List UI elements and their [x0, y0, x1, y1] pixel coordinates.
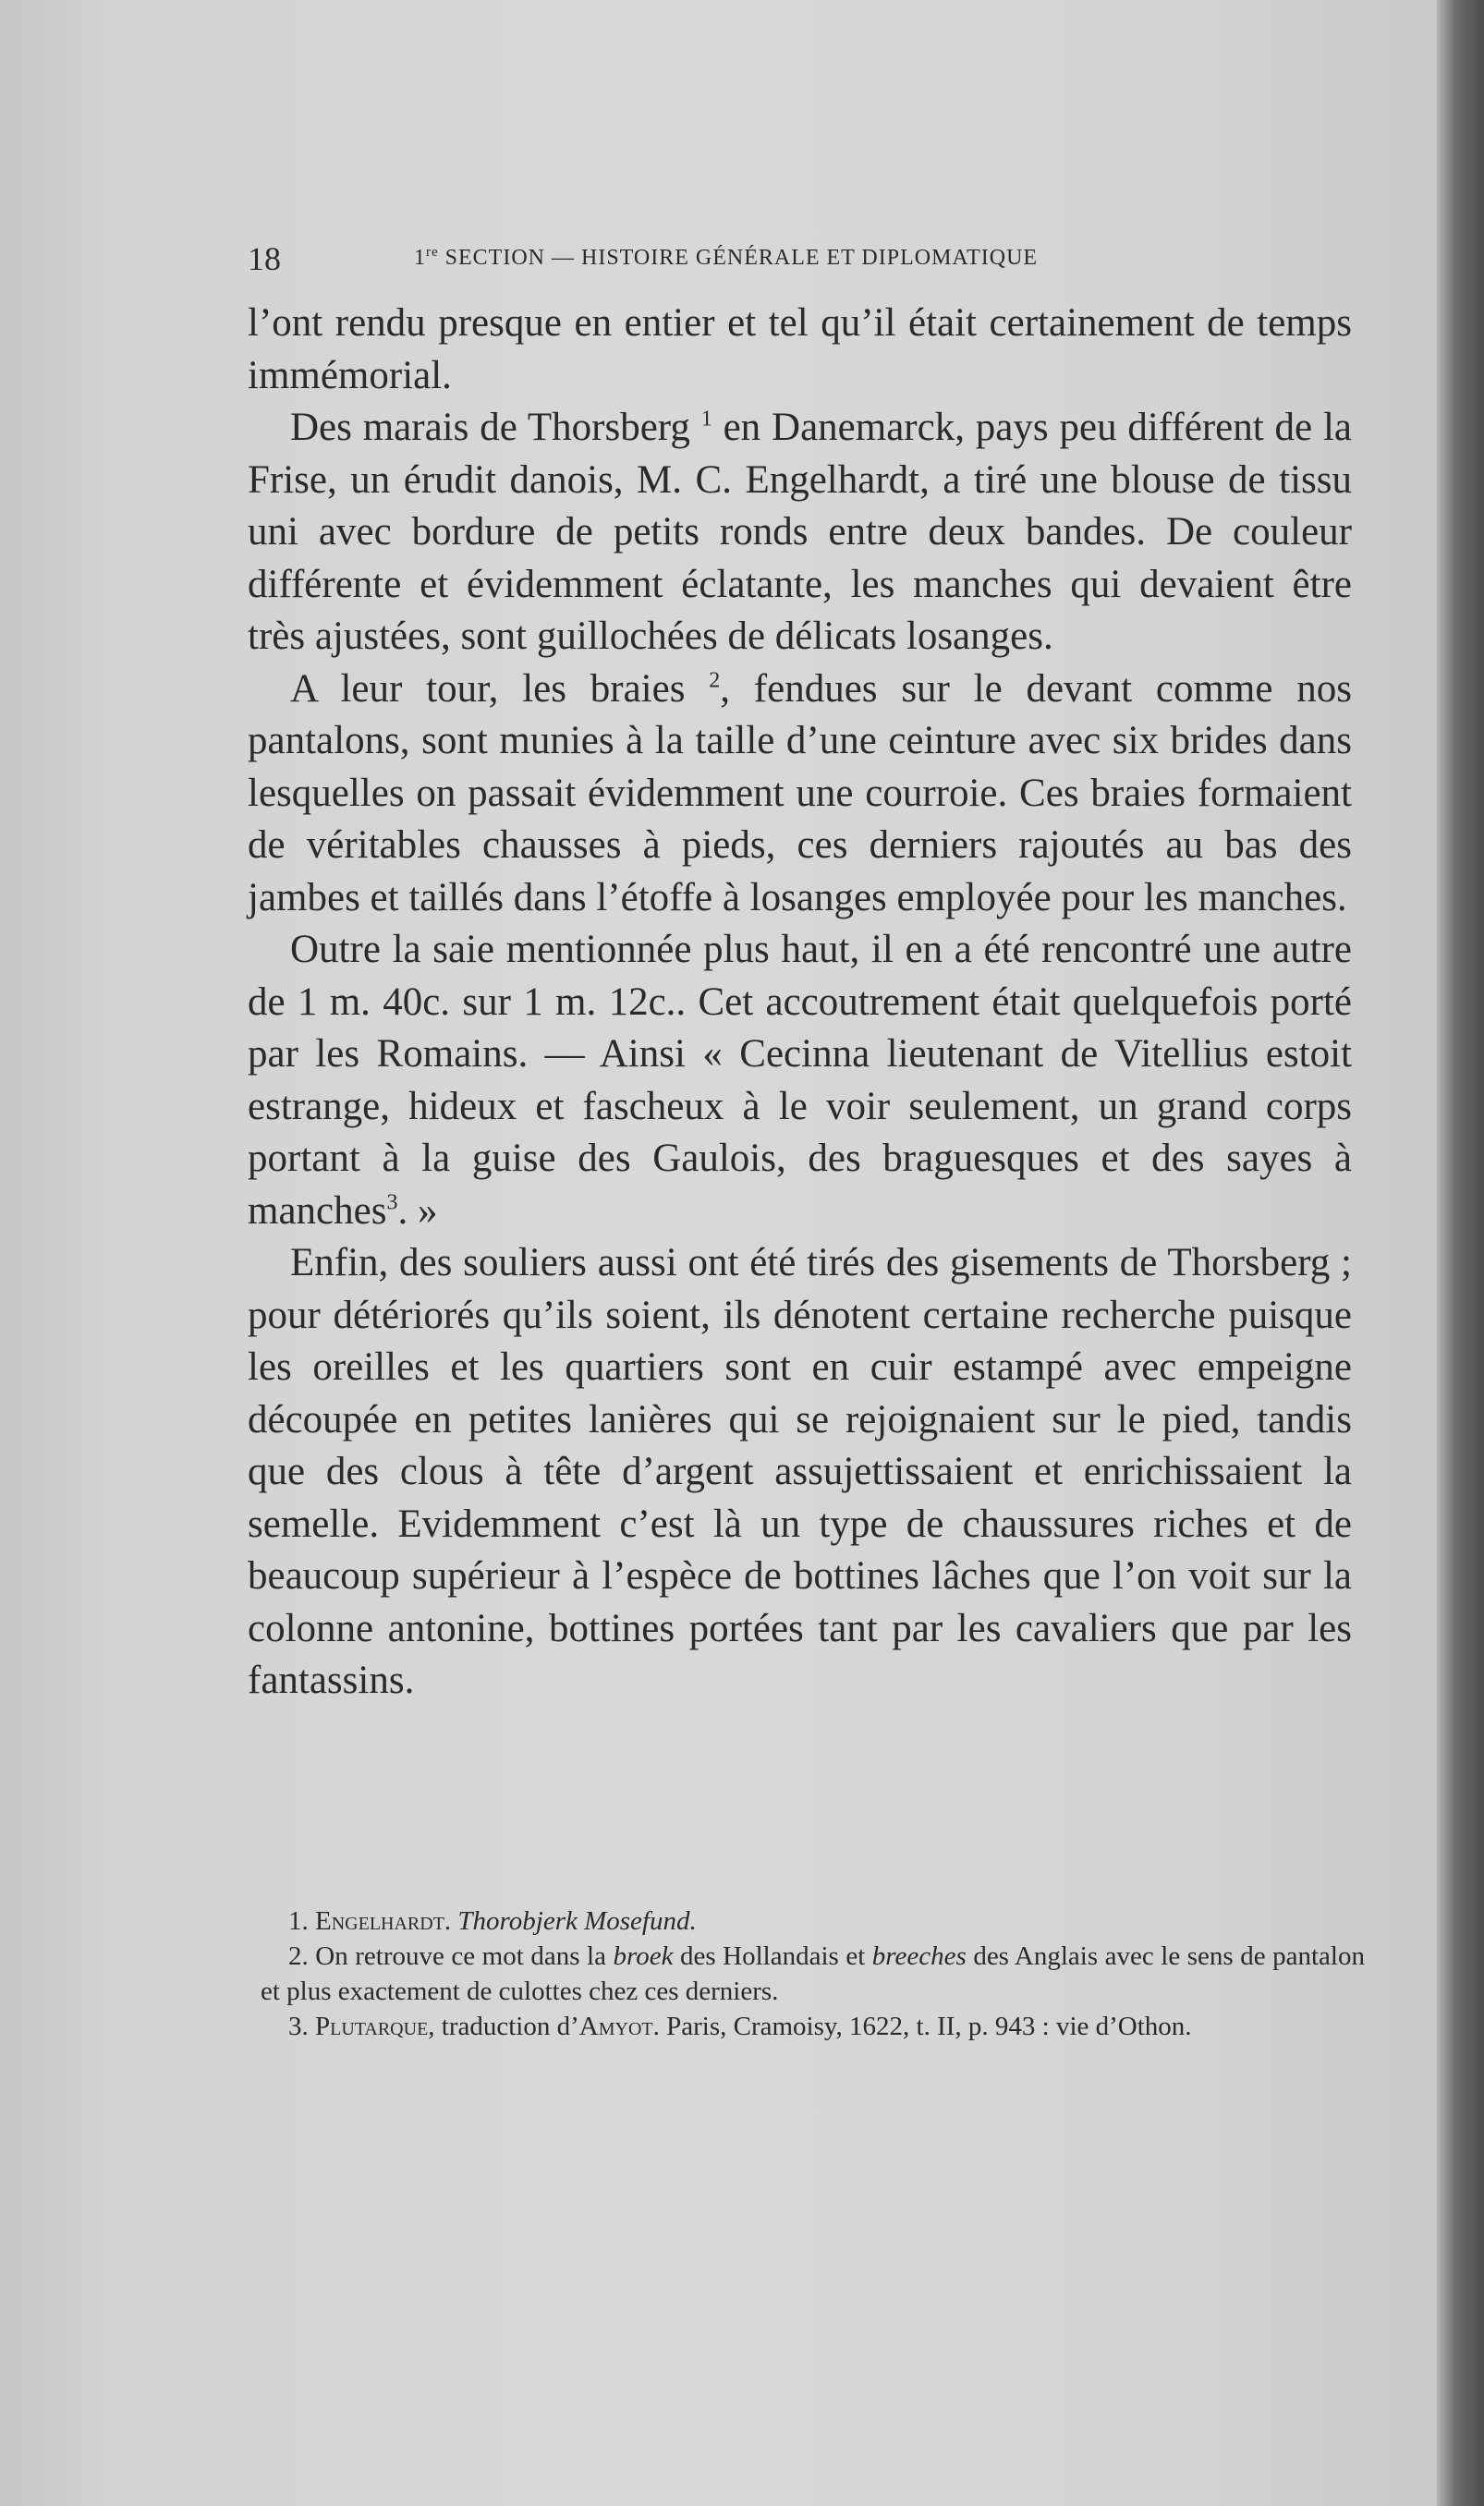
- page-edge-shadow: [1437, 0, 1484, 2506]
- section-ordinal: 1: [414, 246, 426, 270]
- footnote-3-text-a: , traduction d’: [428, 2012, 579, 2041]
- footnote-1-author: Engelhardt.: [315, 1906, 452, 1936]
- footnote-1-number: 1.: [288, 1906, 315, 1936]
- footnote-ref-1[interactable]: 1: [700, 407, 712, 432]
- footnote-2-word-broek: broek: [613, 1941, 674, 1971]
- footnote-2-text-b: des Hollandais et: [673, 1941, 872, 1971]
- section-ordinal-suffix: re: [426, 245, 439, 260]
- paragraph-2-text-b: en Danemarck, pays peu différent de la Frise, un érudit danois, M. C. Engelhardt, a tiré une blouse de tissu uni avec bordure de petits ronds entre deux bandes. De couleur différente et évidemment éclatante, les manches qui devaient être très ajustées, sont guillochées de délicats losanges.: [248, 406, 1353, 658]
- footnote-3-author: Plutarque: [315, 2012, 429, 2041]
- paragraph-2: [248, 402, 1352, 663]
- page-header: [248, 236, 1190, 282]
- paragraph-4-text-b: . »: [397, 1188, 438, 1233]
- footnote-2-word-breeches: breeches: [871, 1941, 967, 1971]
- footnote-1-title: Thorobjerk Mosefund.: [457, 1906, 697, 1936]
- footnote-3-text-b: . Paris, Cramoisy, 1622, t. II, p. 943 : vie d’Othon.: [652, 2012, 1192, 2041]
- footnote-ref-2[interactable]: 2: [709, 668, 721, 693]
- paragraph-2-text-a: Des marais de Thorsberg: [290, 406, 690, 449]
- paragraph-4: [248, 924, 1352, 1237]
- footnote-2-text-c: des Anglais avec le sens de pantalon et plus exactement de culottes chez ces derniers.: [261, 1941, 1365, 2006]
- footnote-3-number: 3.: [288, 2012, 315, 2041]
- paragraph-1: l’ont rendu presque en entier et tel qu’il était certainement de temps immémorial.: [248, 301, 1352, 397]
- page-number: 18: [248, 240, 281, 277]
- section-title: SECTION — HISTOIRE GÉNÉRALE ET DIPLOMATIQUE: [444, 246, 1039, 270]
- footnotes: [261, 1904, 1365, 2044]
- paragraph-3-text-a: A leur tour, les braies: [290, 666, 686, 711]
- footnote-2: [261, 1939, 1365, 2009]
- paragraph-3: [248, 663, 1352, 925]
- footnote-3-translator: Amyot: [578, 2012, 653, 2041]
- paragraph-3-text-b: , fendues sur le devant comme nos pantalons, sont munies à la taille d’une ceinture avec six brides dans lesquelles on passait évidemment une courroie. Ces braies formaient de véritables chausses à pieds, ces derniers rajoutés au bas des jambes et taillés dans l’étoffe à losanges employée pour les manches.: [248, 666, 1352, 919]
- body-text: [248, 298, 1352, 1708]
- footnote-2-text-a: On retrouve ce mot dans la: [315, 1941, 614, 1971]
- footnote-3: [261, 2009, 1365, 2044]
- running-head: [414, 245, 1038, 271]
- footnote-1: [261, 1904, 1365, 1939]
- footnote-ref-3[interactable]: 3: [386, 1190, 398, 1215]
- footnote-2-number: 2.: [288, 1941, 316, 1971]
- paragraph-5: Enfin, des souliers aussi ont été tirés des gisements de Thorsberg ; pour détériorés qu’ils soient, ils dénotent certaine recherche puisque les oreilles et les quartiers sont en cuir estampé avec empeigne découpée en petites lanières qui se rejoignaient sur le pied, tandis que des clous à tête d’argent assujettissaient et enrichissaient la semelle. Evidemment c’est là un type de chaussures riches et de beaucoup supérieur à l’espèce de bottines lâches que l’on voit sur la colonne antonine, bottines portées tant par les cavaliers que par les fantassins.: [248, 1241, 1352, 1702]
- paragraph-4-text-a: Outre la saie mentionnée plus haut, il en a été rencontré une autre de 1 m. 40c. sur 1 m. 12c.. Cet accoutrement était quelquefois porté par les Romains. — Ainsi « Cecinna lieutenant de Vitellius estoit estrange, hideux et fascheux à le voir seulement, un grand corps portant à la guise des Gaulois, des braguesques et des sayes à manches: [248, 928, 1352, 1233]
